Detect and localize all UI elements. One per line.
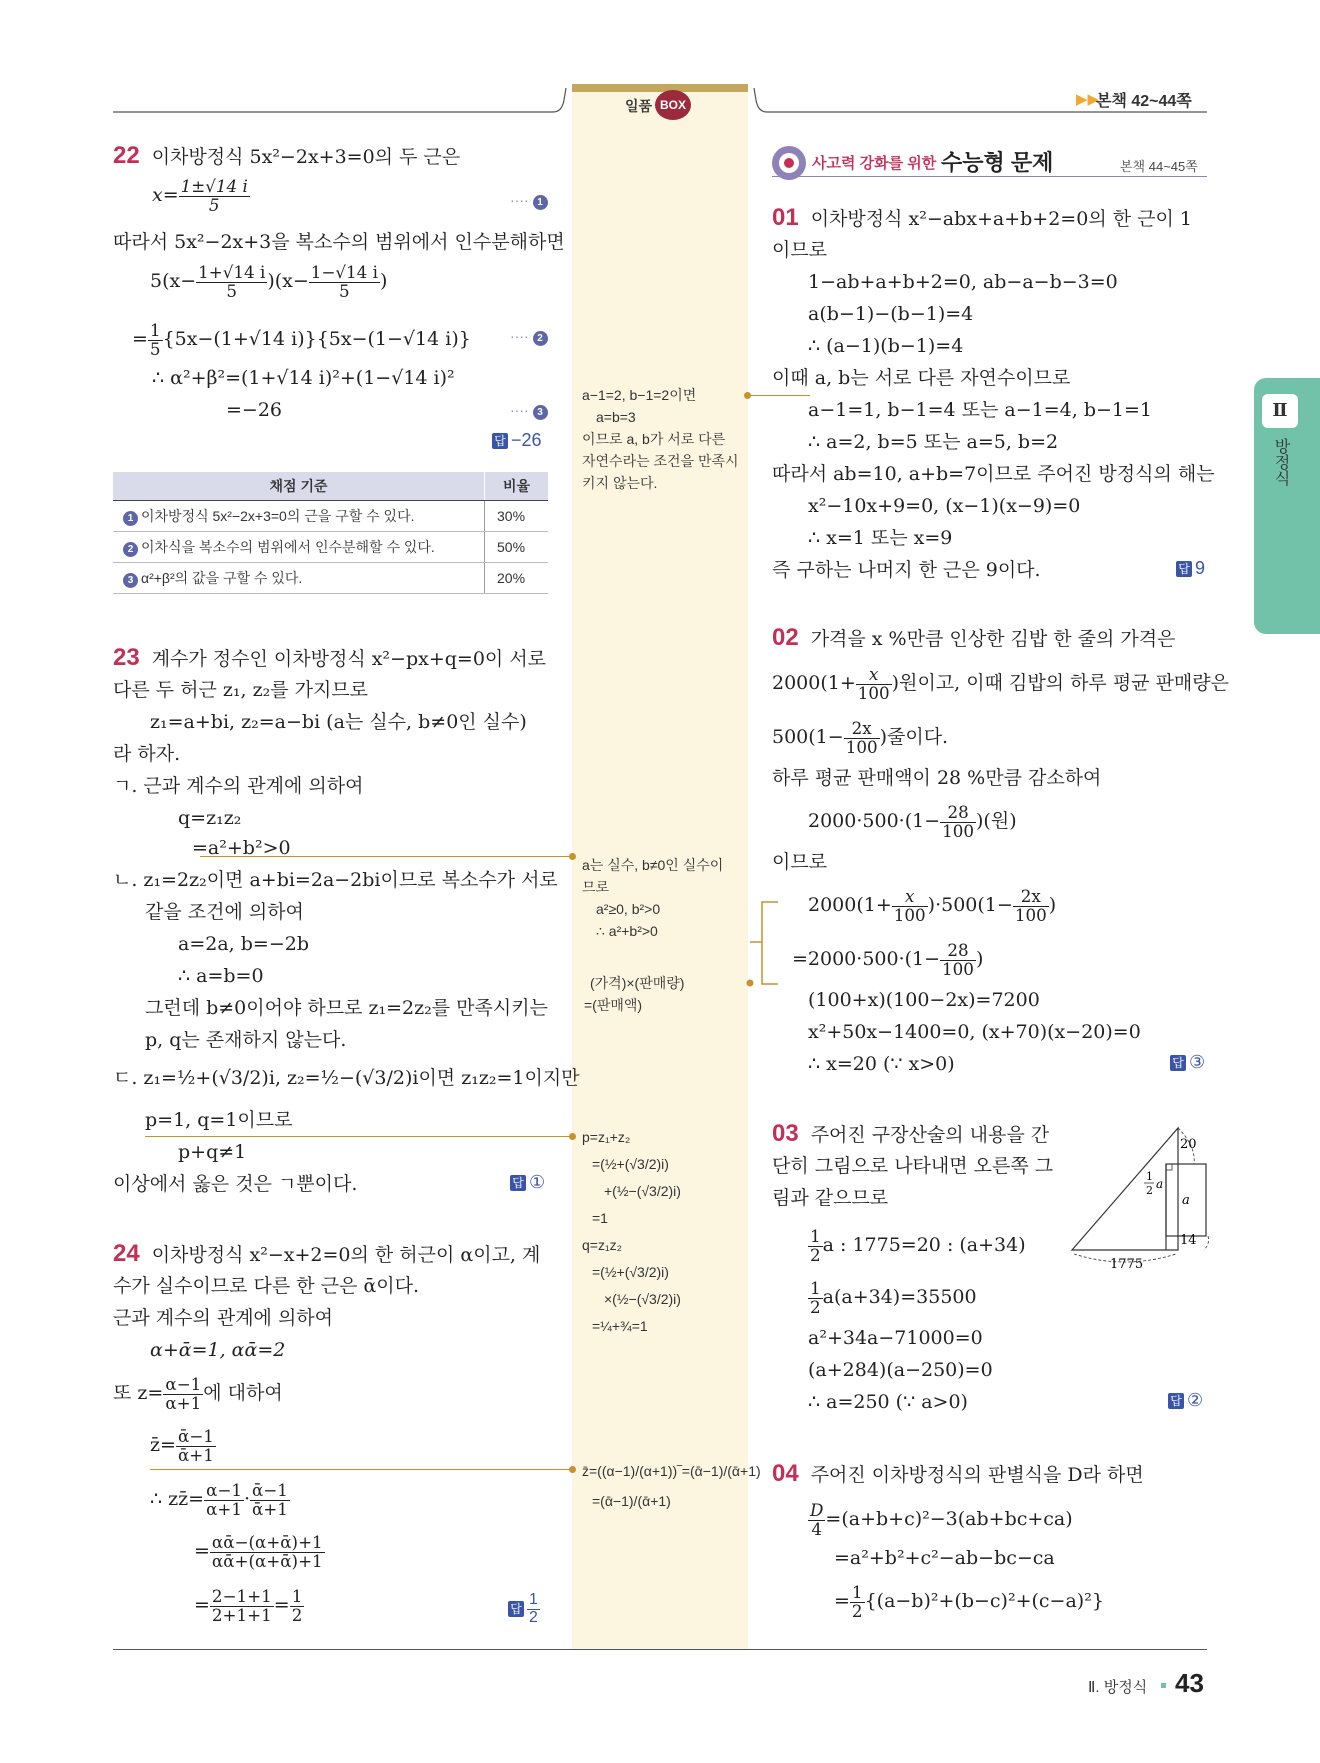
q01-line1: 01 이차방정식 x²−abx+a+b+2=0의 한 근이 1	[772, 204, 1192, 231]
q04-line2: $\frac{D}{4}$ =(a+b+c)²−3(ab+bc+ca)	[810, 1500, 1073, 1539]
q04-line4: = $\frac{1}{2}$ {(a−b)²+(b−c)²+(c−a)²}	[834, 1582, 1104, 1621]
q02-line4: 하루 평균 판매액이 28 %만큼 감소하여	[772, 767, 1102, 789]
q04-number: 04	[772, 1460, 799, 1487]
q01-line7: a−1=1, b−1=4 또는 a−1=4, b−1=1	[808, 399, 1152, 421]
connector-line	[748, 395, 810, 396]
p24-line5: 또 z= $\frac{\alpha-1}{\alpha+1}$ 에 대하여	[113, 1374, 283, 1413]
q02-line5: 2000·500·(1− $\frac{28}{100}$ )(원)	[808, 802, 1017, 841]
p24-line4: α+ᾱ=1, αᾱ=2	[150, 1339, 286, 1361]
q02-line7: 2000(1+ $\frac{x}{100}$ )·500(1− $\frac{2x}{100}$ )	[808, 886, 1057, 925]
connector-line	[150, 1469, 573, 1470]
q03-fig-label-14: 14	[1180, 1233, 1197, 1248]
q03-fig-half-num: 1	[1146, 1170, 1153, 1183]
p23-line9: 같을 조건에 의하여	[145, 901, 304, 923]
q02-line2: 2000(1+ $\frac{x}{100}$ )원이고, 이때 김밥의 하루 평균 판매량은	[772, 664, 1229, 703]
q03-figure	[1070, 1124, 1220, 1274]
p24-line1: 24 이차방정식 x²−x+2=0의 한 허근이 α이고, 계	[113, 1240, 541, 1267]
q02-number: 02	[772, 624, 799, 651]
footer-chapter: Ⅱ. 방정식	[1088, 1679, 1148, 1696]
sidebar-note-4: p=z₁+z₂ =(½+(√3/2)i) +(½−(√3/2)i) =1 q=z₁z₂ =(½+(√3/2)i) ×(½−(√3/2)i) =¼+¾=1	[582, 1129, 681, 1334]
q01-line3: 1−ab+a+b+2=0, ab−a−b−3=0	[808, 271, 1118, 293]
connector-dot	[569, 853, 576, 860]
q03-answer: 답 ②	[1168, 1390, 1203, 1411]
p23-line4: 라 하자.	[113, 743, 181, 765]
connector-dot	[569, 1133, 576, 1140]
q01-line11: ∴ x=1 또는 x=9	[808, 527, 953, 549]
p23-line11: ∴ a=b=0	[178, 965, 264, 987]
p22-marker-1: ···· 1	[510, 192, 548, 210]
q03-line1: 03 주어진 구장산술의 내용을 간	[772, 1120, 1050, 1147]
q03-line7: (a+284)(a−250)=0	[808, 1359, 993, 1381]
q03-line5: $\frac{1}{2}$ a(a+34)=35500	[810, 1278, 977, 1317]
p22-line6: ∴ α²+β²=(1+√14 i)²+(1−√14 i)²	[152, 367, 455, 389]
footer-separator	[1161, 1683, 1166, 1688]
p23-line12: 그런데 b≠0이어야 하므로 z₁=2z₂를 만족시키는	[145, 997, 548, 1019]
p22-line4: 5(x− $\frac{1+√14 i}{5}$ )(x− $\frac{1-√14 i}{5}$ )	[150, 262, 388, 301]
p22-line7: =−26	[226, 399, 283, 421]
q03-fig-label-a: a	[1182, 1193, 1190, 1208]
q02-line1: 02 가격을 x %만큼 인상한 김밥 한 줄의 가격은	[772, 624, 1176, 651]
q03-line3: 림과 같으므로	[772, 1187, 889, 1209]
p22-marker-3: ···· 3	[510, 402, 548, 420]
q02-line10: x²+50x−1400=0, (x+70)(x−20)=0	[808, 1021, 1141, 1043]
p23-line16: p+q≠1	[178, 1141, 247, 1163]
q01-line10: x²−10x+9=0, (x−1)(x−9)=0	[808, 495, 1081, 517]
q01-answer: 답 9	[1176, 558, 1205, 579]
grading-table	[113, 472, 548, 594]
box-label-left: 일품	[625, 98, 653, 114]
target-icon	[772, 146, 806, 180]
p22-line1: 22 이차방정식 5x²−2x+3=0의 두 근은	[113, 142, 461, 169]
connector-dot	[569, 1466, 576, 1473]
p22-answer: 답 −26	[492, 430, 542, 451]
p22-marker-2: ···· 2	[510, 328, 548, 346]
q02-line11: ∴ x=20 (∵ x>0)	[808, 1053, 955, 1075]
p24-line6: z̄= $\frac{\text{ᾱ−1}}{\text{ᾱ+1}}$	[150, 1426, 214, 1465]
q01-line5: ∴ (a−1)(b−1)=4	[808, 335, 964, 357]
q01-line9: 따라서 ab=10, a+b=7이므로 주어진 방정식의 해는	[772, 463, 1215, 485]
p24-line3: 근과 계수의 관계에 의하여	[113, 1307, 334, 1329]
q01-line12: 즉 구하는 나머지 한 근은 9이다.	[772, 559, 1041, 581]
q01-line8: ∴ a=2, b=5 또는 a=5, b=2	[808, 431, 1059, 453]
page-number: 43	[1175, 1668, 1204, 1698]
p23-line7: =a²+b²>0	[192, 837, 291, 859]
p24-answer: 답 $\frac{1}{2}$	[508, 1592, 540, 1626]
p22-line2: x= $\frac{1\pm√14 i}{5}$	[152, 176, 248, 215]
q03-fig-label-a2: a	[1156, 1177, 1164, 1191]
page-ref-arrow-icon: ▶▶	[1076, 91, 1100, 108]
p22-line3: 따라서 5x²−2x+3을 복소수의 범위에서 인수분해하면	[113, 231, 565, 253]
grading-header-row	[113, 472, 548, 501]
sidebar-note-1: a−1=2, b−1=2이면 a=b=3 이므로 a, b가 서로 다른 자연수라는 조건을 만족시 키지 않는다.	[582, 387, 739, 491]
p23-answer: 답 ①	[510, 1172, 545, 1193]
section-title-small: 사고력 강화를 위한	[812, 155, 937, 172]
sidebar-note-5: z̄=((α−1)/(α+1))‾=(ᾱ−1)/(ᾱ+1) =(ᾱ−1)/(ᾱ+1)	[582, 1463, 761, 1509]
page-ref: 본책 42~44쪽	[1096, 93, 1192, 110]
section-underline	[772, 176, 1207, 177]
p23-line8: ㄴ. z₁=2z₂이면 a+bi=2a−2bi이므로 복소수가 서로	[113, 869, 558, 891]
q02-answer: 답 ③	[1170, 1052, 1205, 1073]
q02-line9: (100+x)(100−2x)=7200	[808, 989, 1040, 1011]
p22-number: 22	[113, 142, 140, 169]
p24-line9: = $\frac{2-1+1}{2+1+1}$ = $\frac{1}{2}$	[194, 1586, 303, 1625]
q04-line3: =a²+b²+c²−ab−bc−ca	[834, 1547, 1055, 1569]
grading-header-ratio: 비율	[485, 472, 549, 501]
q03-line4: $\frac{1}{2}$ a : 1775=20 : (a+34)	[810, 1226, 1026, 1265]
q03-fig-half-den: 2	[1146, 1184, 1153, 1197]
p23-line2: 다른 두 허근 z₁, z₂를 가지므로	[113, 679, 369, 701]
p23-line13: p, q는 존재하지 않는다.	[145, 1029, 347, 1051]
footer-rule	[113, 1649, 1207, 1650]
p23-line10: a=2a, b=−2b	[178, 933, 309, 955]
connector-line	[200, 856, 573, 857]
table-row: 3 α²+β²의 값을 구할 수 있다. 20%	[113, 563, 548, 594]
q01-line6: 이때 a, b는 서로 다른 자연수이므로	[772, 367, 1071, 389]
p22-line5: = $\frac{1}{5}$ {5x−(1+√14 i)}{5x−(1−√14 i)}	[132, 320, 471, 359]
q01-line2: 이므로	[772, 239, 828, 261]
connector-line	[145, 1136, 573, 1137]
table-row: 2 이차식을 복소수의 범위에서 인수분해할 수 있다. 50%	[113, 532, 548, 563]
section-page-ref: 본책 44~45쪽	[1120, 159, 1198, 174]
sidebar-note-3: (가격)×(판매량) =(판매액)	[584, 975, 685, 1013]
p24-number: 24	[113, 1240, 140, 1267]
q01-number: 01	[772, 204, 799, 231]
p23-line15: p=1, q=1이므로	[145, 1109, 293, 1131]
q03-number: 03	[772, 1120, 799, 1147]
q04-line1: 04 주어진 이차방정식의 판별식을 D라 하면	[772, 1460, 1144, 1487]
q03-fig-label-1775: 1775	[1110, 1257, 1144, 1272]
q03-line2: 단히 그림으로 나타내면 오른쪽 그	[772, 1155, 1054, 1177]
sidebar-top-bar	[572, 84, 748, 92]
p24-line7: ∴ zz̄= $\frac{\alpha-1}{\alpha+1}$ · $\frac{\text{ᾱ−1}}{\text{ᾱ+1}}$	[150, 1480, 288, 1519]
table-row: 1 이차방정식 5x²−2x+3=0의 근을 구할 수 있다. 30%	[113, 501, 548, 532]
q01-line4: a(b−1)−(b−1)=4	[808, 303, 974, 325]
p23-line14: ㄷ. z₁=½+(√3/2)i, z₂=½−(√3/2)i이면 z₁z₂=1이지만	[113, 1067, 580, 1089]
q02-line8: =2000·500·(1− $\frac{28}{100}$ )	[792, 940, 984, 979]
p23-number: 23	[113, 644, 140, 671]
p24-line2: 수가 실수이므로 다른 한 근은 ᾱ이다.	[113, 1275, 420, 1297]
q02-line3: 500(1− $\frac{2x}{100}$ )줄이다.	[772, 718, 949, 757]
connector-dot	[744, 392, 751, 399]
grading-header-criterion: 채점 기준	[113, 472, 485, 501]
q02-line6: 이므로	[772, 851, 828, 873]
sidebar-note-2: a는 실수, b≠0인 실수이 므로 a²≥0, b²>0 ∴ a²+b²>0	[582, 857, 724, 939]
box-badge: BOX	[655, 90, 691, 120]
q03-fig-label-20: 20	[1180, 1137, 1197, 1152]
q03-line6: a²+34a−71000=0	[808, 1327, 983, 1349]
section-title: 수능형 문제	[941, 150, 1054, 175]
chapter-tab-label: 방정식	[1272, 438, 1289, 486]
q03-line8: ∴ a=250 (∵ a>0)	[808, 1391, 968, 1413]
p23-line1: 23 계수가 정수인 이차방정식 x²−px+q=0이 서로	[113, 644, 547, 671]
p23-line3: z₁=a+bi, z₂=a−bi (a는 실수, b≠0인 실수)	[150, 711, 527, 733]
p23-line5: ㄱ. 근과 계수의 관계에 의하여	[113, 775, 364, 797]
p23-line17: 이상에서 옳은 것은 ㄱ뿐이다.	[113, 1173, 358, 1195]
p23-line6: q=z₁z₂	[178, 807, 242, 829]
p24-line8: = $\frac{\text{αᾱ−(α+ᾱ)+1}}{\text{αᾱ+(α+ᾱ)+1}}$	[194, 1532, 323, 1571]
connector-bracket	[746, 896, 786, 996]
chapter-tab-numeral: Ⅱ	[1262, 394, 1298, 428]
